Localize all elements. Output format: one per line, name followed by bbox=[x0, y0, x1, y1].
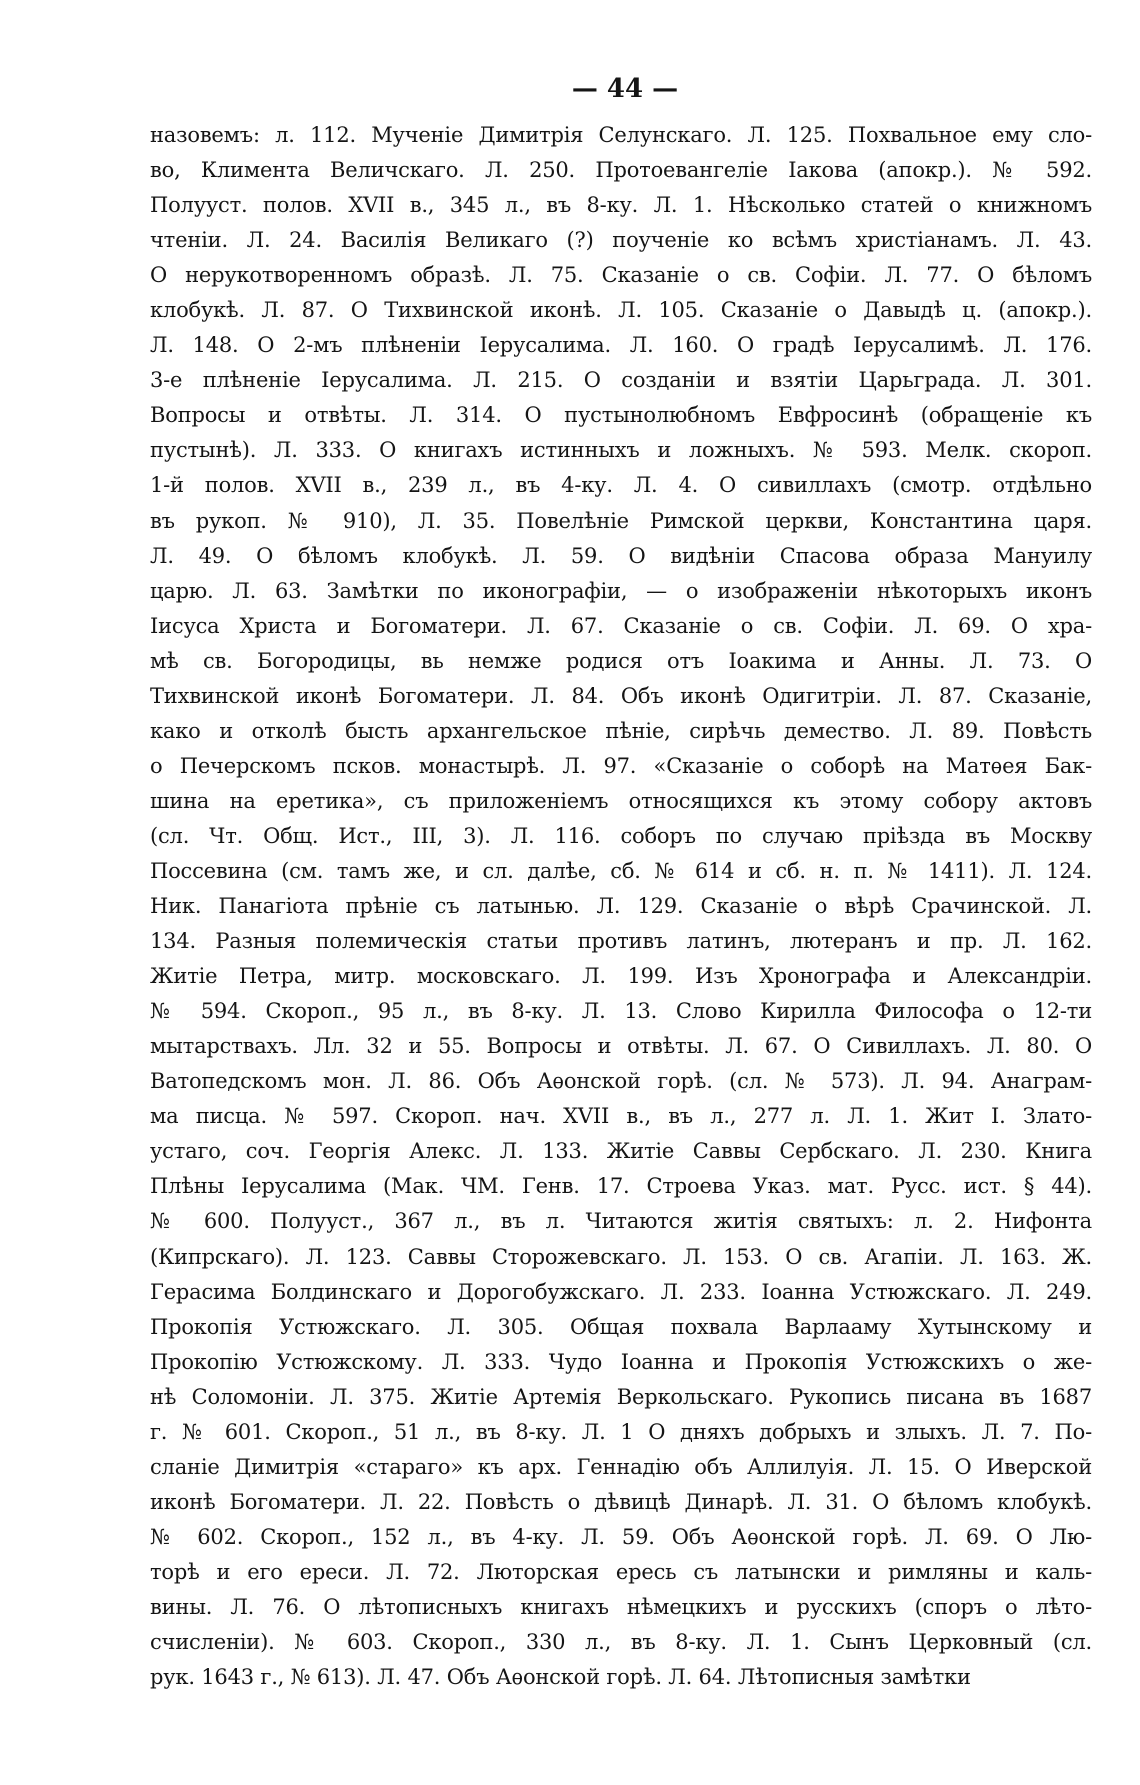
text-line: рук. 1643 г., № 613). Л. 47. Объ Аѳонской горѣ. Л. 64. Лѣтописныя замѣтки bbox=[150, 1665, 971, 1690]
text-line: како и отколѣ бысть архангельское пѣніе, сирѣчь демество. Л. 89. Повѣсть bbox=[150, 718, 1092, 743]
text-line: № 600. Полууст., 367 л., въ л. Читаются житія святыхъ: л. 2. Нифонта bbox=[150, 1209, 1092, 1234]
text-line: 134. Разныя полемическія статьи противъ латинъ, лютеранъ и пр. Л. 162. bbox=[150, 929, 1092, 954]
text-line: Прокопію Устюжскому. Л. 333. Чудо Іоанна и Прокопія Устюжскихъ о же- bbox=[150, 1349, 1092, 1374]
text-line: царю. Л. 63. Замѣтки по иконографіи, — о изображеніи нѣкоторыхъ иконъ bbox=[150, 578, 1092, 603]
text-line: Плѣны Іерусалима (Мак. ЧМ. Генв. 17. Строева Указ. мат. Русс. ист. § 44). bbox=[150, 1174, 1092, 1199]
page-number: — 44 — bbox=[571, 74, 679, 104]
text-line: во, Климента Величскаго. Л. 250. Протоевангеліе Іакова (апокр.). № 592. bbox=[150, 158, 1092, 183]
text-line: Л. 49. О бѣломъ клобукѣ. Л. 59. О видѣніи Спасова образа Мануилу bbox=[150, 543, 1092, 568]
text-line: клобукѣ. Л. 87. О Тихвинской иконѣ. Л. 105. Сказаніе о Давыдѣ ц. (апокр.). bbox=[150, 298, 1092, 323]
body-text bbox=[150, 118, 1092, 1695]
text-line: г. № 601. Скороп., 51 л., въ 8-ку. Л. 1 О дняхъ добрыхъ и злыхъ. Л. 7. По- bbox=[150, 1419, 1092, 1444]
text-line: (Кипрскаго). Л. 123. Саввы Сторожевскаго. Л. 153. О св. Агапіи. Л. 163. Ж. bbox=[150, 1244, 1092, 1269]
text-line: чтеніи. Л. 24. Василія Великаго (?) поученіе ко всѣмъ христіанамъ. Л. 43. bbox=[150, 228, 1092, 253]
text-line: № 594. Скороп., 95 л., въ 8-ку. Л. 13. Слово Кирилла Философа о 12-ти bbox=[150, 999, 1092, 1024]
text-line: назовемъ: л. 112. Мученіе Димитрія Селунскаго. Л. 125. Похвальное ему сло- bbox=[150, 123, 1092, 147]
text-line: Тихвинской иконѣ Богоматери. Л. 84. Объ иконѣ Одигитріи. Л. 87. Сказаніе, bbox=[150, 683, 1092, 708]
text-line: (сл. Чт. Общ. Ист., III, 3). Л. 116. соборъ по случаю пріѣзда въ Москву bbox=[150, 823, 1092, 848]
text-line: мѣ св. Богородицы, вь немже родися отъ Іоакима и Анны. Л. 73. О bbox=[150, 648, 1092, 673]
text-line: иконѣ Богоматери. Л. 22. Повѣсть о дѣвицѣ Динарѣ. Л. 31. О бѣломъ клобукѣ. bbox=[150, 1489, 1092, 1514]
text-line: Іисуса Христа и Богоматери. Л. 67. Сказаніе о св. Софіи. Л. 69. О хра- bbox=[150, 613, 1092, 638]
text-line: устаго, соч. Георгія Алекс. Л. 133. Житіе Саввы Сербскаго. Л. 230. Книга bbox=[150, 1139, 1092, 1164]
text-line: Житіе Петра, митр. московскаго. Л. 199. Изъ Хронографа и Александріи. bbox=[150, 964, 1092, 989]
text-line: О нерукотворенномъ образѣ. Л. 75. Сказаніе о св. Софіи. Л. 77. О бѣломъ bbox=[150, 263, 1092, 288]
text-line: нѣ Соломоніи. Л. 375. Житіе Артемія Веркольскаго. Рукопись писана въ 1687 bbox=[150, 1384, 1092, 1409]
text-line: ма писца. № 597. Скороп. нач. XVII в., въ л., 277 л. Л. 1. Жит І. Злато- bbox=[150, 1104, 1092, 1129]
text-line: Полууст. полов. XVII в., 345 л., въ 8-ку. Л. 1. Нѣсколько статей о книжномъ bbox=[150, 193, 1092, 218]
text-line: 1-й полов. XVII в., 239 л., въ 4-ку. Л. 4. О сивиллахъ (смотр. отдѣльно bbox=[150, 473, 1092, 498]
text-line: 3-е плѣненіе Іерусалима. Л. 215. О созданіи и взятіи Царьграда. Л. 301. bbox=[150, 368, 1092, 393]
text-line: торѣ и его ереси. Л. 72. Люторская ересь съ латынски и римляны и каль- bbox=[150, 1559, 1092, 1584]
text-line: Герасима Болдинскаго и Дорогобужскаго. Л. 233. Іоанна Устюжскаго. Л. 249. bbox=[150, 1279, 1092, 1304]
text-line: Поссевина (см. тамъ же, и сл. далѣе, сб. № 614 и сб. н. п. № 1411). Л. 124. bbox=[150, 858, 1092, 883]
text-line: мытарствахъ. Лл. 32 и 55. Вопросы и отвѣты. Л. 67. О Сивиллахъ. Л. 80. О bbox=[150, 1034, 1092, 1059]
text-line: Вопросы и отвѣты. Л. 314. О пустынолюбномъ Евфросинѣ (обращеніе къ bbox=[150, 403, 1092, 428]
text-line: Ник. Панагіота прѣніе съ латынью. Л. 129. Сказаніе о вѣрѣ Срачинской. Л. bbox=[150, 894, 1092, 919]
text-line: Ватопедскомъ мон. Л. 86. Объ Аѳонской горѣ. (сл. № 573). Л. 94. Анаграм- bbox=[150, 1069, 1092, 1094]
text-line: въ рукоп. № 910), Л. 35. Повелѣніе Римской церкви, Константина царя. bbox=[150, 508, 1092, 533]
text-line: Л. 148. О 2-мъ плѣненіи Іерусалима. Л. 160. О градѣ Іерусалимѣ. Л. 176. bbox=[150, 333, 1092, 358]
text-line: сланіе Димитрія «стараго» къ арх. Геннадію объ Аллилуія. Л. 15. О Иверской bbox=[150, 1454, 1092, 1479]
text-line: о Печерскомъ псков. монастырѣ. Л. 97. «Сказаніе о соборѣ на Матѳея Бак- bbox=[150, 753, 1092, 778]
text-line: счисленіи). № 603. Скороп., 330 л., въ 8-ку. Л. 1. Сынъ Церковный (сл. bbox=[150, 1630, 1092, 1655]
text-line: вины. Л. 76. О лѣтописныхъ книгахъ нѣмецкихъ и русскихъ (споръ о лѣто- bbox=[150, 1594, 1092, 1619]
text-line: шина на еретика», съ приложеніемъ относящихся къ этому собору актовъ bbox=[150, 788, 1092, 813]
text-line: № 602. Скороп., 152 л., въ 4-ку. Л. 59. Объ Аѳонской горѣ. Л. 69. О Лю- bbox=[150, 1524, 1092, 1549]
text-line: Прокопія Устюжскаго. Л. 305. Общая похвала Варлааму Хутынскому и bbox=[150, 1314, 1092, 1339]
text-line: пустынѣ). Л. 333. О книгахъ истинныхъ и ложныхъ. № 593. Мелк. скороп. bbox=[150, 438, 1092, 463]
